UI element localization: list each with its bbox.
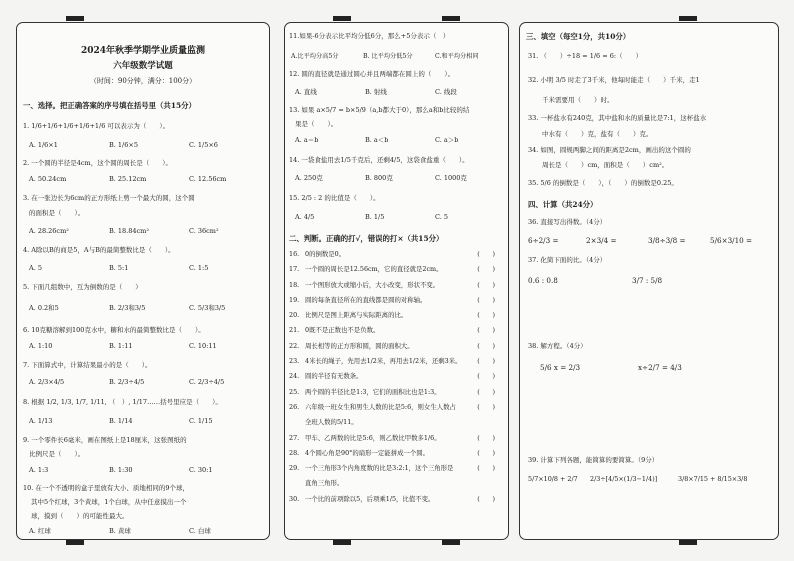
option-a[interactable]: A. 5: [29, 264, 42, 272]
question-7: 7. 下面算式中，计算结果最小的是（ ）。: [23, 361, 152, 369]
judge-text: 一个图形放大或缩小后，大小改变，形状不变。: [305, 280, 440, 289]
judge-number: 26.: [289, 402, 300, 411]
option-c[interactable]: C. 白球: [189, 527, 211, 535]
option-c[interactable]: C. 10:11: [189, 342, 217, 350]
judge-text: 全班人数的5/11。: [305, 418, 358, 427]
judge-row: [289, 295, 501, 310]
judge-text: 一个比的前项除以5，后项乘1/5，比值不变。: [305, 494, 435, 503]
option-c[interactable]: C. 30:1: [189, 466, 213, 474]
option-b[interactable]: B. 1:30: [109, 466, 133, 474]
question-15-options: [295, 213, 448, 221]
question-10-options: [29, 526, 211, 535]
judge-row: [289, 417, 501, 432]
answer-bracket[interactable]: ( ): [477, 265, 495, 274]
section-choice-heading: 一、选择。把正确答案的序号填在括号里（共15分）: [23, 101, 196, 110]
option-b[interactable]: B. 黄球: [109, 527, 131, 535]
judge-number: 20.: [289, 311, 300, 320]
answer-bracket[interactable]: ( ): [477, 311, 495, 320]
question-10: 10. 在一个不透明的盒子里放有大小、质地相同的9个球，: [23, 484, 190, 492]
question-3: 3. 在一张边长为6cm的正方形纸上剪一个最大的圆，这个圆: [23, 194, 195, 202]
option-c[interactable]: C. 36cm²: [189, 227, 219, 235]
option-b[interactable]: B. 18.84cm²: [109, 227, 149, 235]
question-5: 5. 下面几组数中，互为倒数的是（ ）: [23, 283, 142, 291]
exam-panel-left: [16, 22, 270, 540]
question-3-options: [29, 227, 219, 235]
judge-row: [289, 387, 501, 402]
question-2-options: [29, 175, 226, 183]
judge-row: [289, 494, 501, 509]
question-10-cont: 球，摸到（ ）的可能性最大。: [31, 512, 129, 520]
judge-number: 28.: [289, 448, 300, 457]
question-11: 11.如果-6分表示比平均分低6分，那么+5分表示（ ）: [289, 32, 450, 40]
registration-mark: [442, 540, 460, 545]
question-5-options: [29, 303, 225, 312]
judge-number: 19.: [289, 295, 300, 304]
option-b[interactable]: B. 1:11: [109, 342, 133, 350]
compute-item: 3/8×7/15 + 8/15×3/8: [678, 475, 748, 483]
judge-number: 17.: [289, 265, 300, 274]
question-34-cont: 周长是（ ）cm，面积是（ ）cm²。: [542, 161, 669, 169]
answer-bracket[interactable]: ( ): [477, 295, 495, 304]
answer-bracket[interactable]: ( ): [477, 280, 495, 289]
judge-row: [289, 463, 501, 478]
judge-text: 直角三角形。: [305, 479, 344, 488]
judge-number: 16.: [289, 250, 300, 258]
option-a[interactable]: A. 2/3×4/5: [29, 378, 65, 386]
question-34: 34. 如图，圆规两脚之间的距离是2cm，画出的这个圆的: [528, 146, 691, 154]
option-c[interactable]: C. 1:5: [189, 264, 209, 272]
question-8-options: [29, 417, 212, 425]
option-b[interactable]: B. 2/3和3/5: [109, 304, 146, 312]
calc-item: 5/6×3/10 =: [710, 236, 753, 245]
question-13-options: [295, 135, 458, 144]
question-37: 37. 化简下面的比。（4分）: [528, 256, 607, 264]
option-c[interactable]: C.和平均分相同: [435, 53, 479, 60]
question-6: 6. 10克糖溶解到100克水中，糖和水的最简整数比是（ ）。: [23, 326, 205, 334]
registration-mark: [333, 540, 351, 545]
judge-row: [289, 280, 501, 295]
exam-title: 2024年秋季学期学业质量监测: [80, 46, 206, 56]
judge-number: 30.: [289, 494, 300, 503]
question-36-items: [528, 236, 752, 245]
question-12: 12. 圆的直径就是通过圆心并且两端都在圆上的（ ）。: [289, 70, 455, 78]
judge-text: 六年级一班女生和男生人数的比是5:6，则女生人数占: [305, 402, 456, 411]
registration-mark: [679, 16, 697, 21]
question-12-options: [295, 87, 457, 96]
judge-text: 4米长的绳子，先用去1/2米，再用去1/2米，还剩3米。: [305, 357, 462, 366]
option-b[interactable]: B. 25.12cm: [109, 175, 147, 183]
question-9: 9. 一个零件长6毫米，画在图纸上是18厘米，这张图纸的: [23, 436, 187, 444]
calc-item: 3/8÷3/8 =: [648, 236, 686, 245]
judge-row: [289, 433, 501, 448]
option-a[interactable]: A. 1:10: [29, 342, 53, 350]
option-c[interactable]: C. 1/15: [189, 417, 213, 425]
ratio-item: 0.6 : 0.8: [528, 276, 558, 285]
question-32-cont: 千米需要用（ ）时。: [542, 96, 614, 104]
question-13-cont: 果是（ ）。: [295, 120, 338, 128]
judge-text: 两个圆的半径比是1:3，它们的面积比也是1:3。: [305, 387, 441, 396]
answer-bracket[interactable]: ( ): [477, 341, 495, 350]
question-15: 15. 2/5 : 2 的比值是（ ）。: [289, 194, 380, 202]
judge-number: 27.: [289, 433, 300, 442]
judge-text: 一个三角形3个内角度数的比是3:2:1，这个三角形是: [305, 464, 454, 473]
exam-panel-middle: [284, 22, 509, 540]
question-3-cont: 的面积是（ ）。: [29, 209, 85, 217]
compute-item: 2/3÷[4/5×(1/3−1/4)]: [590, 475, 658, 483]
ratio-item: 3/7 : 5/8: [632, 276, 663, 285]
answer-bracket[interactable]: ( ): [477, 494, 495, 503]
judge-text: 0的倒数是0。: [305, 250, 346, 258]
question-1: 1. 1/6+1/6+1/6+1/6+1/6 可以表示为（ ）。: [23, 122, 170, 130]
judge-number: 21.: [289, 326, 300, 335]
judge-row: [289, 264, 501, 279]
judge-number: 22.: [289, 341, 300, 350]
judge-list: [289, 249, 501, 509]
judge-text: 比例尺是图上距离与实际距离的比。: [305, 311, 408, 320]
question-8: 8. 根据 1/2, 1/3, 1/7, 1/11, （ ）, 1/17……括号里应是（ ）。: [23, 398, 222, 406]
option-c[interactable]: C. 线段: [435, 88, 457, 96]
judge-text: 0既不是正数也不是负数。: [305, 326, 380, 335]
section-fill-heading: 三、填空（每空1分，共10分）: [526, 32, 631, 41]
question-2: 2. 一个圆的半径是4cm，这个圆的周长是（ ）。: [23, 159, 172, 167]
registration-mark: [66, 16, 84, 21]
question-1-options: [29, 141, 218, 149]
question-13: 13. 如果 a×5/7 = b×5/9（a,b都大于0），那么a和b比较的结: [289, 106, 470, 114]
option-b[interactable]: B. 800克: [365, 174, 393, 182]
judge-row: [289, 341, 501, 356]
option-b[interactable]: B. 比平均分低5分: [363, 53, 413, 60]
judge-text: 圆的半径有无数条。: [305, 372, 363, 381]
answer-bracket[interactable]: ( ): [477, 433, 495, 442]
question-35: 35. 5/6 的倒数是（ ），（ ）的倒数是0.25。: [528, 179, 678, 187]
judge-text: 一个圆的周长是12.56cm，它的直径就是2cm。: [305, 265, 443, 274]
option-a[interactable]: A. 1:3: [29, 466, 49, 474]
judge-row: [289, 478, 501, 493]
option-c[interactable]: C. a＞b: [435, 136, 459, 144]
judge-text: 圆的每条直径所在的直线都是圆的对称轴。: [305, 295, 427, 304]
exam-panel-right: [519, 22, 779, 540]
option-b[interactable]: B. 1/5: [365, 213, 385, 221]
judge-number: 18.: [289, 280, 300, 289]
registration-mark: [333, 16, 351, 21]
judge-row: [289, 371, 501, 386]
question-9-options: [29, 466, 212, 474]
option-a[interactable]: A. a＝b: [295, 136, 319, 144]
question-39-items: [528, 475, 747, 483]
option-a[interactable]: A. 250克: [295, 174, 323, 182]
answer-bracket[interactable]: ( ): [477, 326, 495, 335]
answer-bracket[interactable]: ( ): [477, 387, 495, 396]
question-7-options: [29, 378, 224, 386]
section-calc-heading: 四、计算（共24分）: [528, 200, 598, 209]
option-c[interactable]: C. 2/3÷4/5: [189, 378, 225, 386]
option-a[interactable]: A. 直线: [295, 88, 317, 96]
option-b[interactable]: B. 2/3÷4/5: [109, 378, 145, 386]
option-b[interactable]: B. 1/6×5: [109, 141, 138, 149]
question-31: 31. （ ）÷18 = 1/6 = 6:（ ）: [528, 52, 643, 60]
answer-bracket[interactable]: ( ): [477, 372, 495, 381]
judge-text: 4个圆心角是90°的扇形一定能拼成一个圆。: [305, 448, 430, 457]
option-c[interactable]: C. 5: [435, 213, 449, 221]
question-4: 4. A除以B的商是5，A与B的最简整数比是（ ）。: [23, 246, 175, 254]
question-32: 32. 小明 3/5 时走了3千米，他每时能走（ ）千米，走1: [528, 76, 700, 84]
judge-row: [289, 249, 501, 264]
option-c[interactable]: C. 5/3和3/5: [189, 304, 226, 312]
question-6-options: [29, 342, 217, 350]
registration-mark: [679, 540, 697, 545]
option-a[interactable]: A. 28.26cm²: [29, 227, 69, 235]
question-38-items: [540, 363, 682, 372]
compute-item: 5/7×10/8 + 2/7: [528, 475, 578, 483]
question-33-cont: 中水有（ ）克，盐有（ ）克。: [542, 130, 653, 138]
option-a[interactable]: A. 红球: [29, 527, 51, 535]
option-c[interactable]: C. 1000克: [435, 174, 467, 182]
question-38: 38. 解方程。（4分）: [528, 342, 587, 350]
answer-bracket[interactable]: ( ): [477, 402, 495, 411]
registration-mark: [66, 540, 84, 545]
option-b[interactable]: B. 5:1: [109, 264, 129, 272]
answer-bracket[interactable]: ( ): [477, 250, 495, 258]
question-11-options: [291, 51, 479, 60]
question-36: 36. 直接写出得数。（4分）: [528, 218, 607, 226]
calc-item: 6÷2/3 =: [528, 236, 559, 245]
question-9-cont: 比例尺是（ ）。: [29, 450, 85, 458]
answer-bracket[interactable]: ( ): [477, 357, 495, 366]
judge-row: [289, 402, 501, 417]
question-14: 14. 一袋食盐用去1/5千克后，还剩4/5，这袋食盐重（ ）。: [289, 156, 469, 164]
option-b[interactable]: B. 射线: [365, 88, 387, 96]
judge-number: 25.: [289, 387, 300, 396]
option-a[interactable]: A. 1/6×1: [29, 141, 58, 149]
option-a[interactable]: A. 4/5: [295, 213, 315, 221]
option-a[interactable]: A. 50.24cm: [29, 175, 67, 183]
option-b[interactable]: B. 1/14: [109, 417, 133, 425]
answer-bracket[interactable]: ( ): [477, 448, 495, 457]
judge-number: 23.: [289, 357, 300, 366]
question-39: 39. 计算下列各题，能简算的要简算。（9分）: [528, 456, 659, 464]
option-a[interactable]: A. 0.2和5: [29, 304, 59, 312]
question-10-cont: 其中5个红球，3个黄球，1个白球，从中任意摸出一个: [31, 498, 187, 506]
question-4-options: [29, 264, 208, 272]
answer-bracket[interactable]: ( ): [477, 464, 495, 473]
judge-row: [289, 356, 501, 371]
question-37-items: [528, 276, 662, 285]
judge-text: 周长相等的正方形和圆，圆的面积大。: [305, 341, 414, 350]
option-c[interactable]: C. 1/5×6: [189, 141, 218, 149]
equation-item: x÷2/7 = 4/3: [638, 363, 682, 372]
section-judge-heading: 二、判断。正确的打√，错误的打×（共15分）: [289, 234, 444, 243]
option-c[interactable]: C. 12.56cm: [189, 175, 227, 183]
question-33: 33. 一杯盐水有240克，其中盐和水的质量比是7:1，这杯盐水: [528, 114, 707, 122]
equation-item: 5/6 x = 2/3: [540, 363, 581, 372]
question-14-options: [295, 173, 467, 182]
judge-row: [289, 448, 501, 463]
option-a[interactable]: A.比平均分高5分: [291, 53, 339, 60]
exam-subtitle: 六年级数学试题: [113, 61, 173, 71]
judge-text: 甲车、乙两数的比是5:6，则乙数比甲数多1/6。: [305, 433, 441, 442]
judge-number: 29.: [289, 464, 300, 473]
option-b[interactable]: B. a＜b: [365, 136, 389, 144]
judge-number: 24.: [289, 372, 300, 381]
registration-mark: [442, 16, 460, 21]
exam-info: （时间：90分钟，满分：100分）: [89, 77, 197, 85]
judge-row: [289, 325, 501, 340]
option-a[interactable]: A. 1/13: [29, 417, 53, 425]
judge-row: [289, 310, 501, 325]
calc-item: 2×3/4 =: [586, 236, 617, 245]
